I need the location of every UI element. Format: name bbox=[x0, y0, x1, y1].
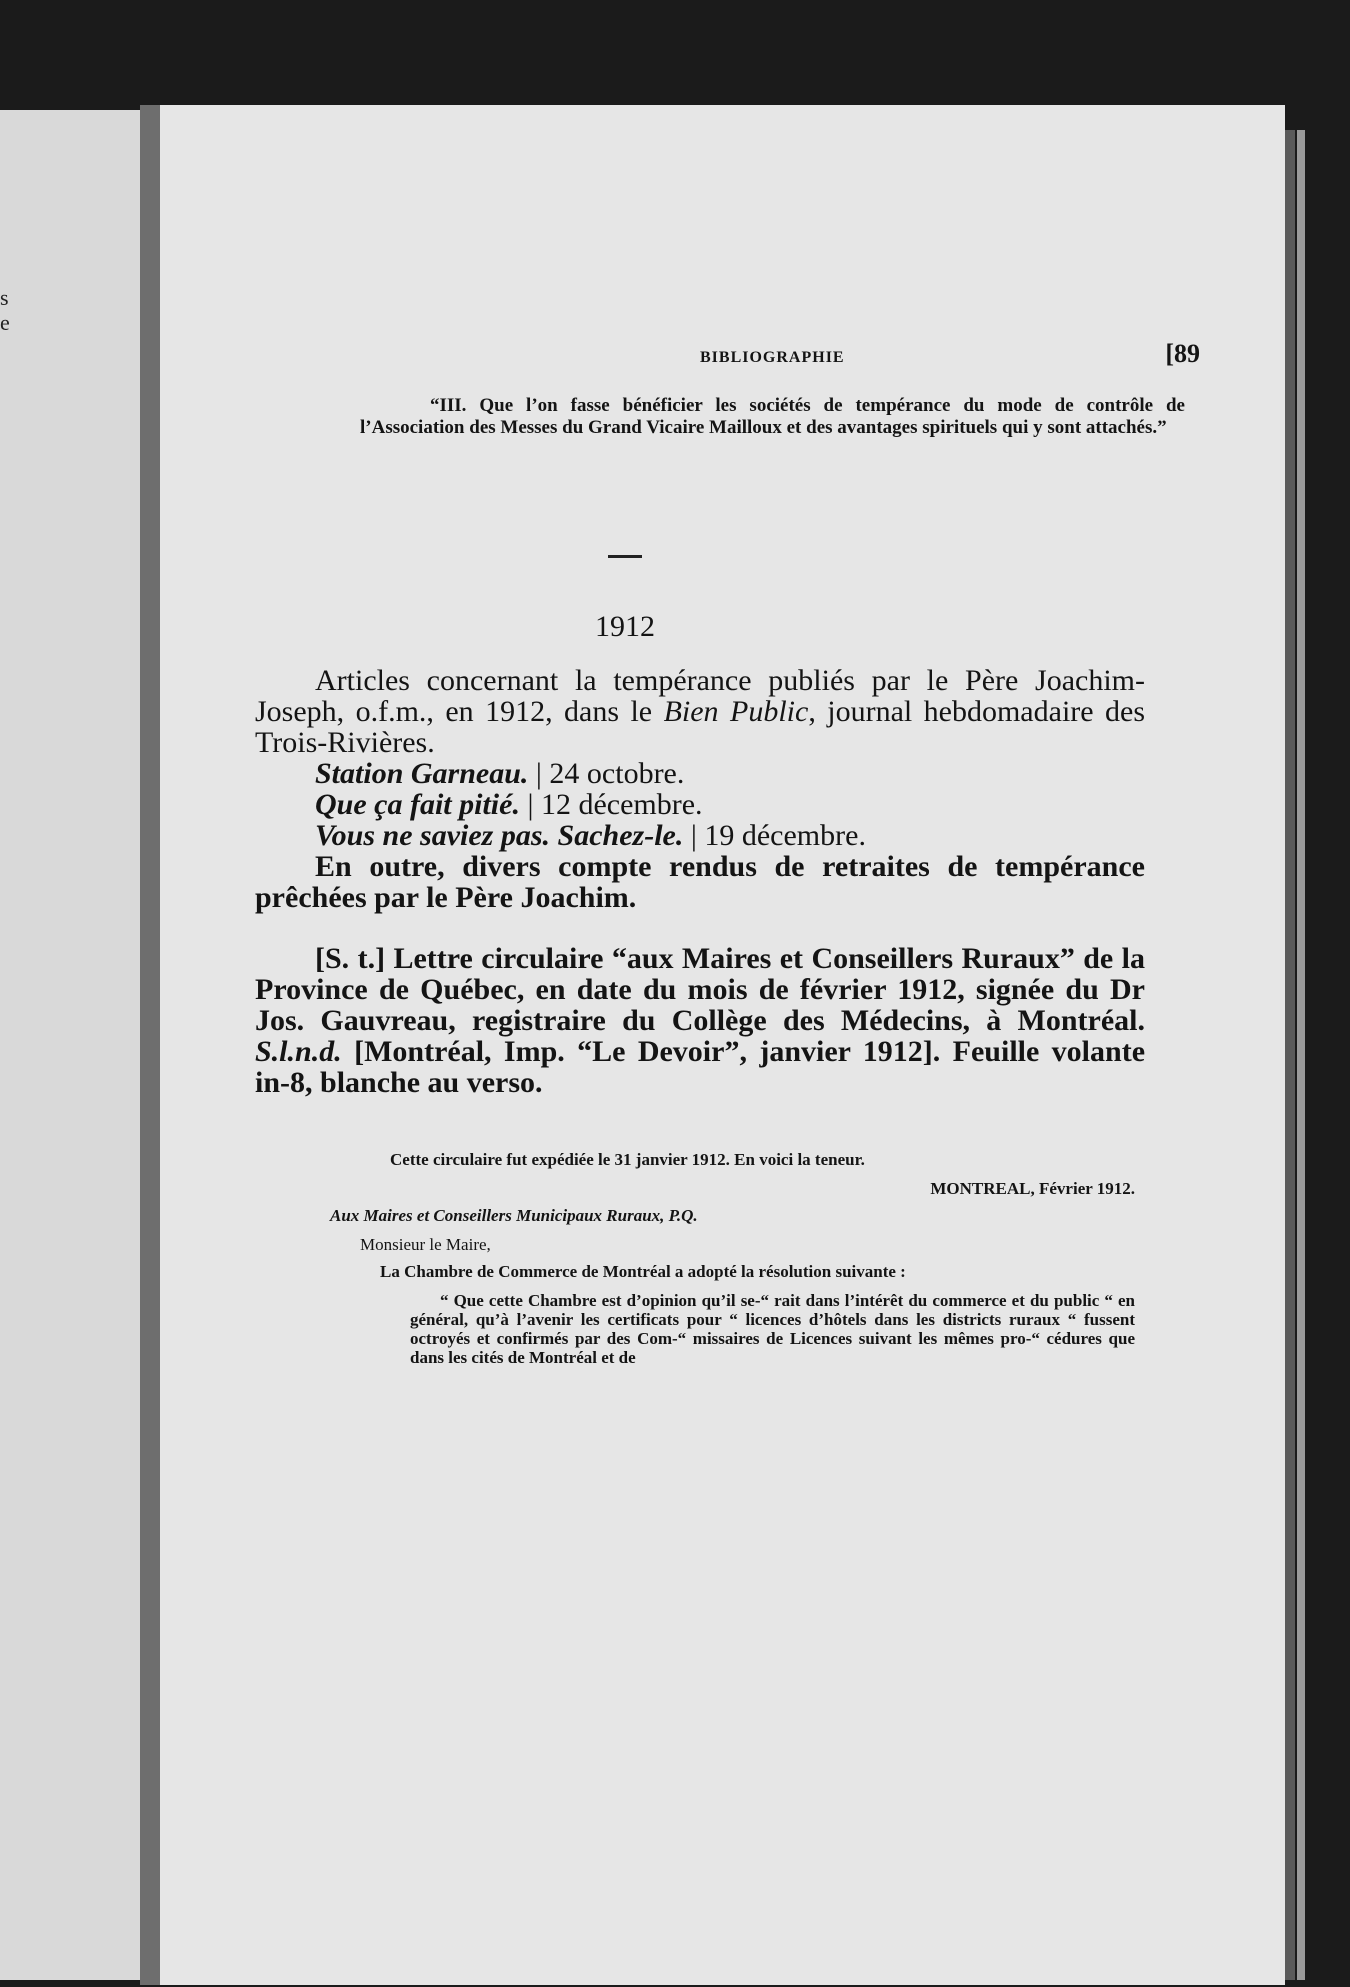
journal-name: Bien Public bbox=[663, 695, 809, 728]
circular-letter-text bbox=[330, 1150, 1145, 1367]
letter-salutation: Monsieur le Maire, bbox=[360, 1235, 491, 1254]
page-edge-shadow bbox=[1297, 130, 1305, 1980]
letter-paragraph: La Chambre de Commerce de Montréal a adopté la résolution suivante : bbox=[380, 1262, 906, 1281]
page-header bbox=[540, 339, 1200, 385]
quoted-resolution-text: “III. Que l’on fasse bénéficier les sociétés de tempérance du mode de contrôle de l’Association des Messes du Grand Vicaire Mailloux et des avantages spirituels qui y sont attachés.” bbox=[360, 395, 1185, 438]
letter-date-line: MONTREAL, Février 1912. bbox=[930, 1179, 1135, 1198]
letter-address: Aux Maires et Conseillers Municipaux Ruraux, P.Q. bbox=[330, 1206, 698, 1225]
article-date: | 24 octobre. bbox=[535, 757, 685, 790]
circular-entry bbox=[255, 943, 1145, 1098]
circular-sln: S.l.n.d. bbox=[255, 1035, 342, 1068]
letter-intro: Cette circulaire fut expédiée le 31 janvier 1912. En voici la teneur. bbox=[390, 1150, 865, 1169]
page-number: [89 bbox=[1165, 339, 1200, 368]
page-edge-shadow bbox=[1285, 130, 1295, 1980]
book-spine bbox=[140, 105, 160, 1985]
articles-intro-end: , journal hebdomadaire des Trois-Rivières. bbox=[255, 695, 1146, 759]
running-title: BIBLIOGRAPHIE bbox=[700, 349, 845, 366]
articles-intro-text: Articles concernant la tempérance publiés par le Père Joachim-Joseph, o.f.m., en 1912, dans le bbox=[255, 664, 1145, 728]
previous-page-fragment: e bbox=[0, 310, 10, 335]
articles-outro: En outre, divers compte rendus de retraites de tempérance prêchées par le Père Joachim. bbox=[255, 850, 1145, 914]
article-entry bbox=[255, 758, 1145, 789]
article-title: Vous ne saviez pas. Sachez-le. bbox=[315, 819, 684, 852]
previous-page-edge bbox=[0, 110, 140, 1980]
article-entry bbox=[255, 820, 1145, 851]
book-page bbox=[160, 105, 1285, 1985]
previous-page-fragment: s bbox=[0, 285, 9, 310]
article-title: Que ça fait pitié. bbox=[315, 788, 520, 821]
section-year-heading: 1912 bbox=[595, 610, 655, 643]
article-date: | 19 décembre. bbox=[690, 819, 866, 852]
article-title: Station Garneau. bbox=[315, 757, 529, 790]
quoted-resolution-block bbox=[360, 395, 1185, 439]
circular-text-end: [Montréal, Imp. “Le Devoir”, janvier 1912]. Feuille volante in-8, blanche au verso. bbox=[255, 1035, 1146, 1099]
article-entry bbox=[255, 789, 1145, 820]
articles-intro bbox=[255, 665, 1145, 758]
letter-resolution-quote: “ Que cette Chambre est d’opinion qu’il se-“ rait dans l’intérêt du commerce et du public “ en général, qu’à l’avenir les certificats pour “ licences d’hôtels dans les districts ruraux “ fussent octroyés et confirmés par des Com-“ missaires de Licences suivant les mêmes pro-“ cédures que dans les cités de Montréal et de bbox=[410, 1291, 1135, 1367]
section-divider bbox=[608, 555, 642, 558]
circular-description bbox=[255, 943, 1145, 1098]
circular-text-start: [S. t.] Lettre circulaire “aux Maires et Conseillers Ruraux” de la Province de Québec, en date du mois de février 1912, signée du Dr Jos. Gauvreau, registraire du Collège des Médecins, à Montréal. bbox=[255, 942, 1145, 1037]
articles-section bbox=[255, 665, 1145, 913]
article-date: | 12 décembre. bbox=[527, 788, 703, 821]
